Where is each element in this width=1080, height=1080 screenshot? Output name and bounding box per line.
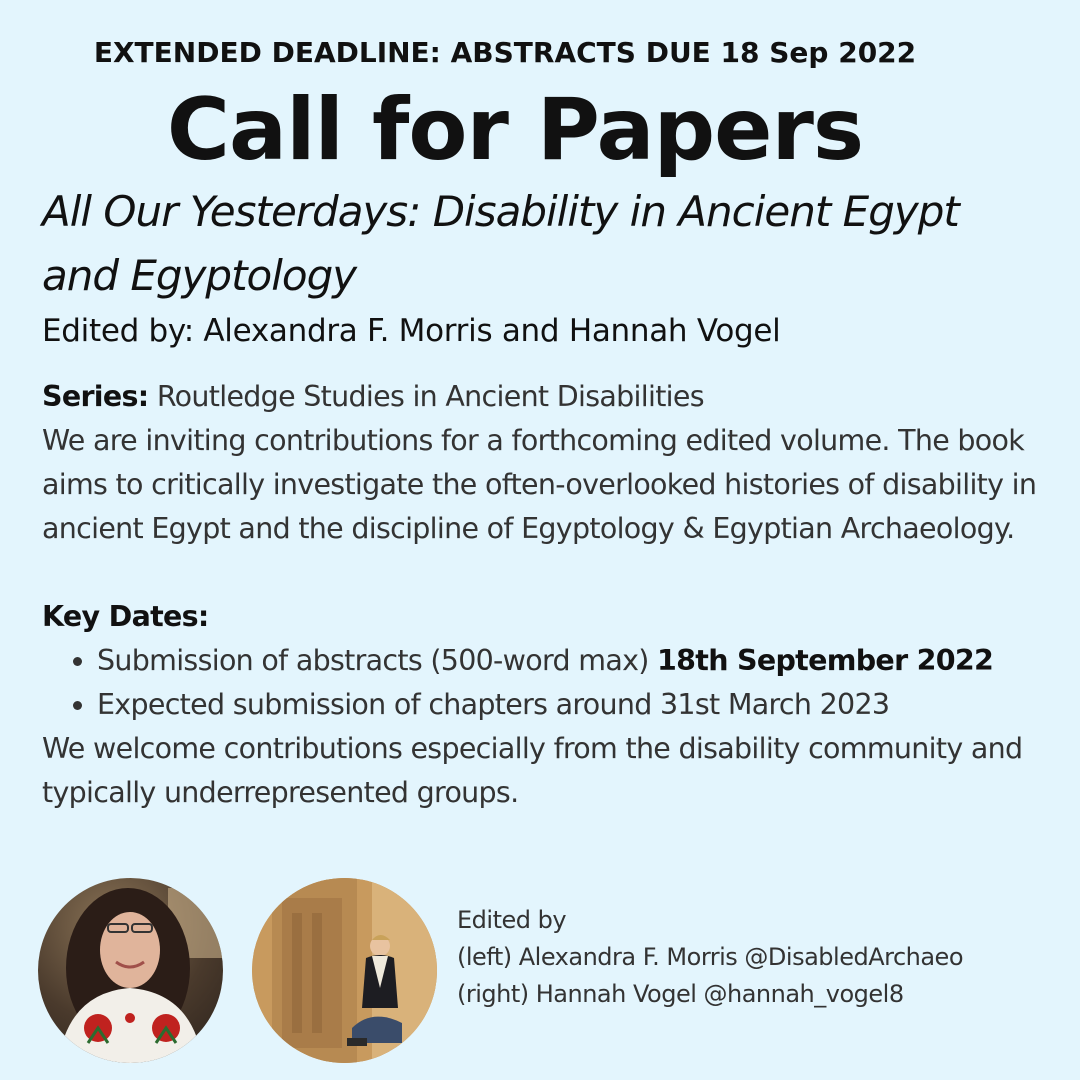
portrait-right-illustration — [252, 878, 437, 1063]
page-title: Call for Papers — [166, 80, 864, 180]
photo-credit — [457, 902, 963, 1013]
portrait-left-illustration — [38, 878, 223, 1063]
series-value: Routledge Studies in Ancient Disabilities — [148, 380, 704, 413]
series-line — [42, 375, 1052, 419]
date-item-text: Submission of abstracts (500-word max) — [97, 644, 658, 677]
editors-line: Edited by: Alexandra F. Morris and Hannah Vogel — [42, 313, 781, 349]
key-dates-heading: Key Dates: — [42, 600, 209, 633]
editor-photo-left — [38, 878, 223, 1063]
list-item — [97, 683, 1052, 727]
spacer — [42, 551, 1052, 595]
credit-heading: Edited by — [457, 906, 567, 934]
date-item-bold: 18th September 2022 — [657, 644, 994, 677]
credit-right: (right) Hannah Vogel @hannah_vogel8 — [457, 980, 904, 1008]
series-label: Series: — [42, 380, 149, 413]
editor-photo-right — [252, 878, 437, 1063]
body-section — [42, 375, 1052, 815]
credit-left: (left) Alexandra F. Morris @DisabledArchaeo — [457, 943, 964, 971]
deadline-banner: EXTENDED DEADLINE: ABSTRACTS DUE 18 Sep 2022 — [93, 36, 917, 69]
date-item-text: Expected submission of chapters around 31st March 2023 — [97, 688, 890, 721]
welcome-paragraph: We welcome contributions especially from the disability community and typically underrepresented groups. — [42, 732, 1023, 809]
book-subtitle: All Our Yesterdays: Disability in Ancient Egypt and Egyptology — [42, 187, 959, 300]
intro-paragraph: We are inviting contributions for a forthcoming edited volume. The book aims to critically investigate the often-overlooked histories of disability in ancient Egypt and the discipline of Egyptology & Egyptian Archaeology. — [42, 424, 1037, 545]
list-item — [97, 639, 1052, 683]
key-dates-list — [42, 639, 1052, 727]
